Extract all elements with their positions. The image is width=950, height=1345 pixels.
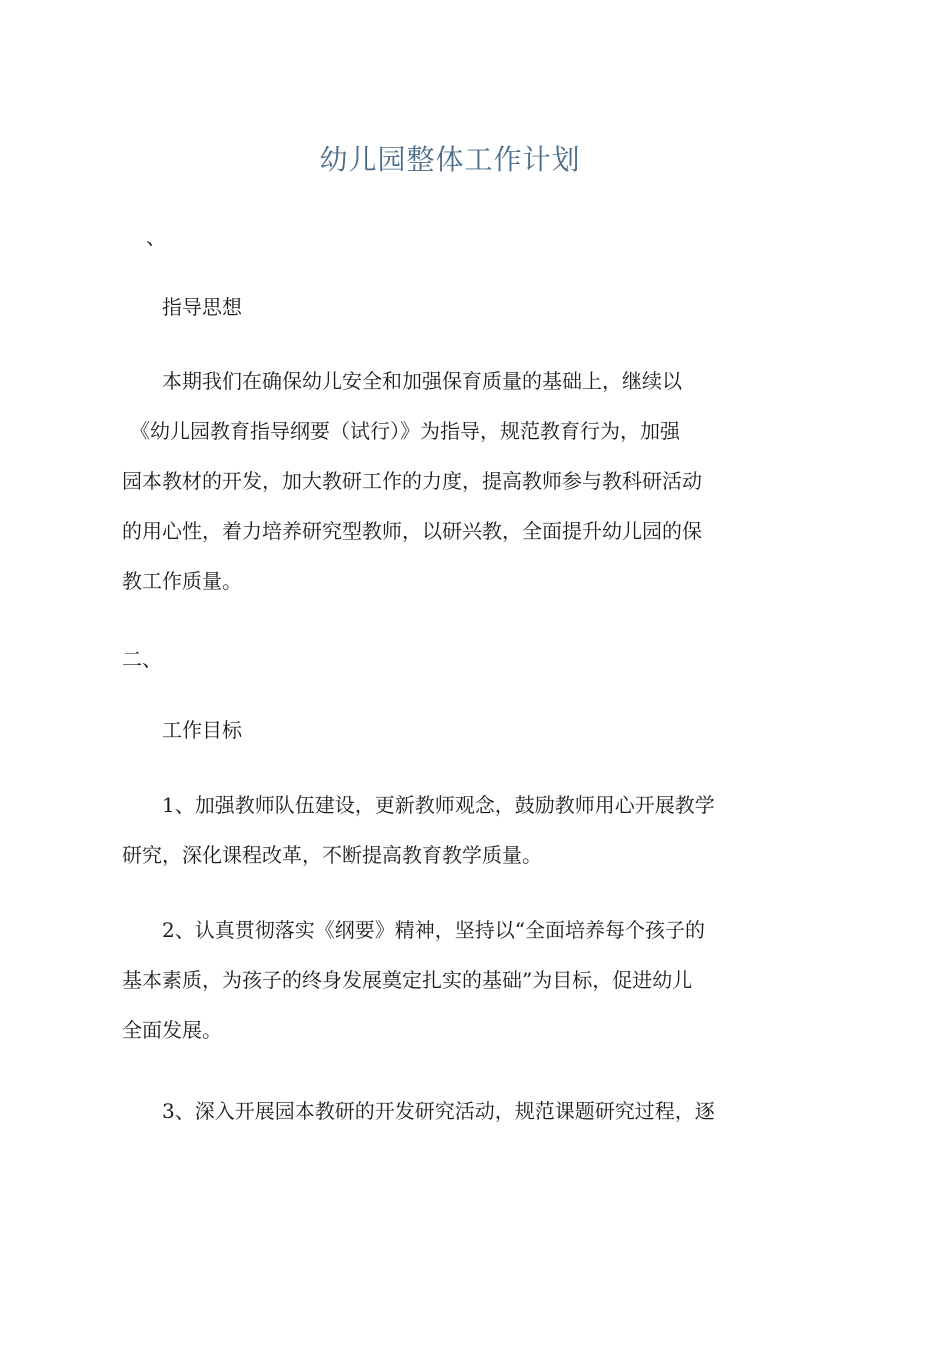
paragraph-line: 园本教材的开发，加大教研工作的力度，提高教师参与教科研活动: [122, 469, 702, 493]
goal-item-3: [122, 1086, 782, 1136]
paragraph-line: 3、深入开展园本教研的开发研究活动，规范课题研究过程，逐: [162, 1099, 715, 1123]
paragraph-line: 1、加强教师队伍建设，更新教师观念，鼓励教师用心开展教学: [162, 793, 715, 817]
section-2-number: 二、: [122, 647, 162, 671]
paragraph-line: 《幼儿园教育指导纲要（试行）》为指导，规范教育行为，加强: [130, 419, 680, 443]
paragraph-line: 全面发展。: [122, 1018, 222, 1042]
section-1-heading: 指导思想: [162, 295, 242, 319]
document-title: 幼儿园整体工作计划: [319, 143, 581, 176]
paragraph-line: 教工作质量。: [122, 569, 242, 593]
paragraph-line: 基本素质，为孩子的终身发展奠定扎实的基础”为目标，促进幼儿: [122, 968, 693, 992]
section-2-heading: 工作目标: [162, 718, 242, 742]
paragraph-line: 本期我们在确保幼儿安全和加强保育质量的基础上，继续以: [162, 369, 682, 393]
goal-item-2: [122, 905, 782, 1055]
goal-item-1: [122, 780, 782, 880]
paragraph-line: 2、认真贯彻落实《纲要》精神，坚持以“全面培养每个孩子的: [162, 918, 705, 942]
section-1-paragraph: [122, 356, 782, 606]
paragraph-line: 的用心性，着力培养研究型教师，以研兴教，全面提升幼儿园的保: [122, 519, 702, 543]
paragraph-line: 研究，深化课程改革，不断提高教育教学质量。: [122, 843, 542, 867]
section-1-number: 、: [146, 225, 166, 249]
